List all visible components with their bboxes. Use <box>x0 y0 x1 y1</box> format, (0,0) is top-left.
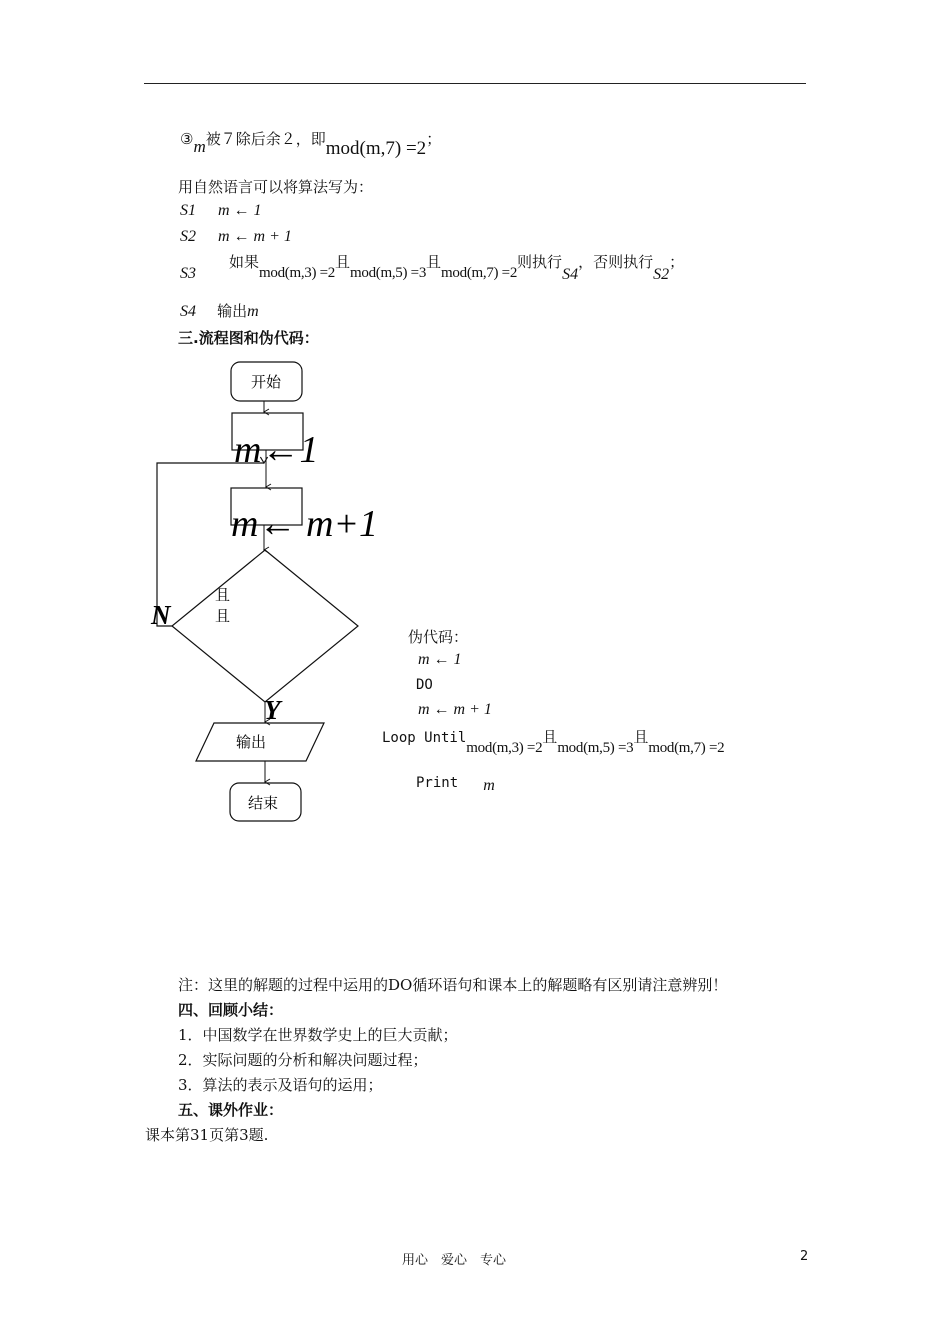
step-s3-cond1: mod(m,3) =2 <box>259 265 336 281</box>
pseudocode-title: 伪代码： <box>408 628 469 646</box>
section5-title: 五、课外作业： <box>178 1101 284 1119</box>
step-s4-var: m <box>247 303 259 320</box>
step-s3-and1: 且 <box>335 253 351 271</box>
pseudocode-line2: DO <box>416 677 433 693</box>
summary-item: 1．中国数学在世界数学史上的巨大贡献； <box>178 1026 458 1044</box>
pseudocode-and1: 且 <box>542 728 558 746</box>
pseudocode-line3: m ← m + 1 <box>418 701 492 718</box>
step-s3-else: ，否则执行 <box>578 253 654 271</box>
note: 注：这里的解题的过程中运用的DO循环语句和课本上的解题略有区别请注意辨别！ <box>178 976 728 994</box>
section4-title: 四、回顾小结： <box>178 1001 284 1019</box>
condition-mod: mod(m,7) =2 <box>325 138 427 159</box>
summary-item: 3．算法的表示及语句的运用； <box>178 1076 383 1094</box>
homework: 课本第31页第3题. <box>145 1126 269 1144</box>
pseudocode-line1: m ← 1 <box>418 651 462 668</box>
flow-start-text: 开始 <box>250 373 282 391</box>
condition-number: ③ <box>180 130 194 148</box>
step-s3-cond2: mod(m,5) =3 <box>350 265 427 281</box>
summary-item: 2．实际问题的分析和解决问题过程； <box>178 1051 428 1069</box>
condition-text: 被７除后余２，即 <box>205 130 326 148</box>
pseudocode-print-line <box>416 772 495 792</box>
condition-var: m <box>193 137 206 156</box>
step-s4-text: 输出 <box>217 302 248 320</box>
pseudocode-cond2: mod(m,5) =3 <box>557 740 634 756</box>
pseudocode-cond3: mod(m,7) =2 <box>648 740 725 756</box>
step-s3-and2: 且 <box>426 253 442 271</box>
flow-end-text: 结束 <box>247 794 279 812</box>
step-s3-end: ； <box>669 253 685 271</box>
pseudocode-print: Print <box>416 775 459 791</box>
step-s3-then: 则执行 <box>517 253 563 271</box>
pseudocode-and2: 且 <box>633 728 649 746</box>
pseudocode-loop-until <box>382 726 725 756</box>
step-s3-cond3: mod(m,7) =2 <box>441 265 518 281</box>
natural-language-intro: 用自然语言可以将算法写为： <box>178 178 374 196</box>
flow-init-text: m←1 <box>234 429 319 471</box>
flow-yes-label: Y <box>264 695 281 725</box>
flow-no-label: N <box>151 600 171 630</box>
step-s1-text: m ← 1 <box>218 202 262 219</box>
step-s3-label: S3 <box>180 265 196 282</box>
condition-end: ； <box>426 130 442 148</box>
step-s1-label: S1 <box>180 202 196 219</box>
flow-output-text: 输出 <box>235 733 267 751</box>
page-number: 2 <box>800 1249 809 1264</box>
step-s3-goto2: S2 <box>653 266 670 283</box>
footer-motto: 用心 爱心 专心 <box>402 1253 507 1268</box>
flow-decision-diamond <box>172 550 358 702</box>
step-s3-goto1: S4 <box>562 266 579 283</box>
step-s2-label: S2 <box>180 228 196 245</box>
step-s4-label: S4 <box>180 303 196 320</box>
pseudocode-cond1: mod(m,3) =2 <box>466 740 543 756</box>
pseudocode-print-var: m <box>483 777 495 794</box>
flow-decision-line1: 且 <box>215 586 231 604</box>
step-s3-if: 如果 <box>229 253 260 271</box>
step-s2-text: m ← m + 1 <box>218 228 292 245</box>
flow-increment-text: m← m+1 <box>231 503 379 545</box>
flow-decision-line2: 且 <box>215 607 231 625</box>
pseudocode-loop-keyword: Loop Until <box>382 730 467 746</box>
section3-title: 三.流程图和伪代码： <box>178 329 319 347</box>
